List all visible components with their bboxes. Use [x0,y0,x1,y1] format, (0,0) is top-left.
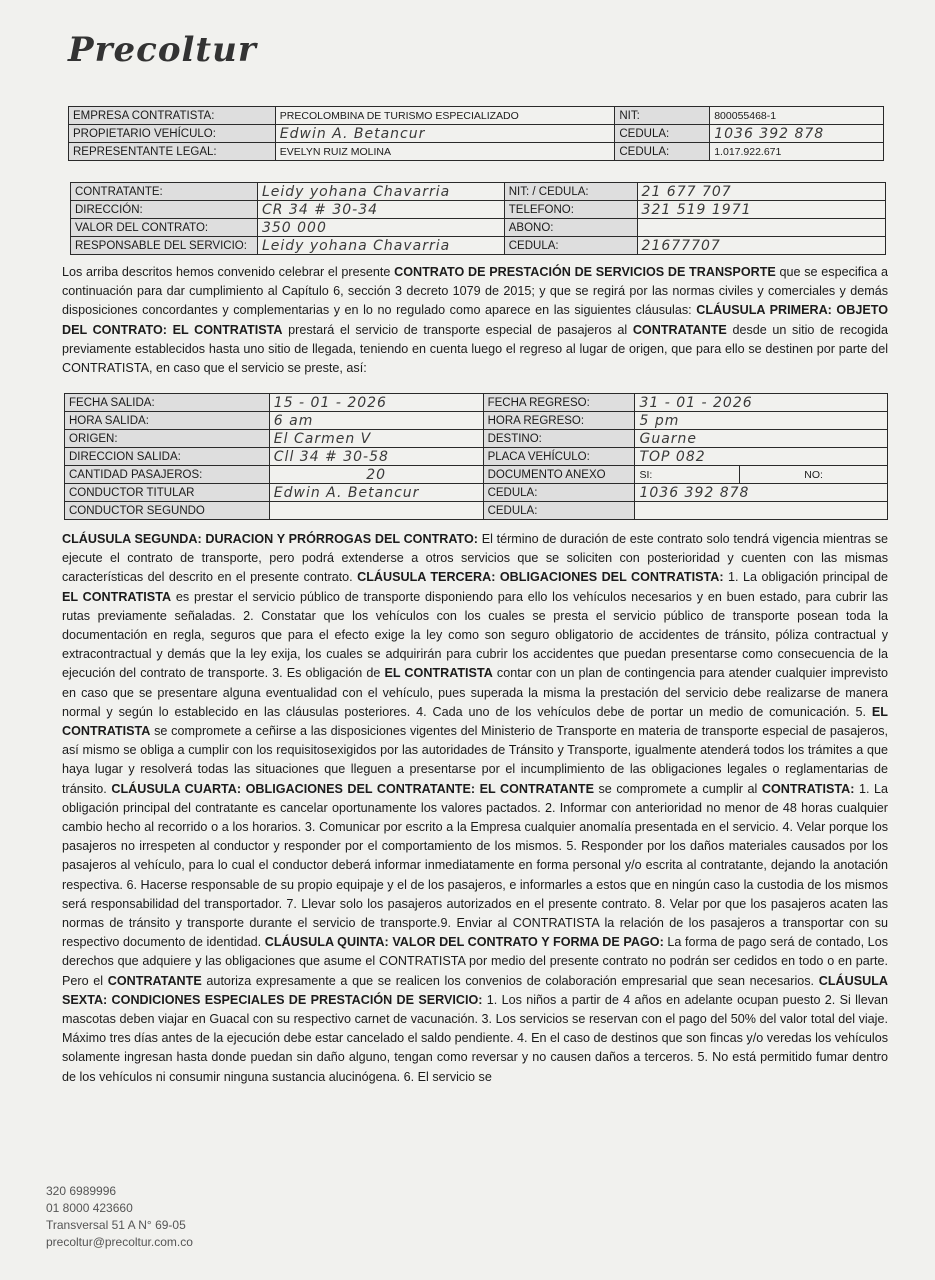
departure-time-value: 6 am [269,412,483,430]
responsible-id-value: 21677707 [637,237,885,255]
address-value: CR 34 # 30-34 [257,201,504,219]
main-driver-id-value: 1036 392 878 [635,484,888,502]
legal-rep-value: EVELYN RUIZ MOLINA [275,143,615,161]
table-row [69,143,884,161]
owner-id-label: CEDULA: [615,125,710,143]
departure-address-label: DIRECCION SALIDA: [65,448,270,466]
table-row [71,237,886,255]
legal-rep-id-label: CEDULA: [615,143,710,161]
clauses-paragraph: CLÁUSULA SEGUNDA: DURACION Y PRÓRROGAS DEL CONTRATO: El término de duración de este contrato solo tendrá vigencia mientras se ejecute el contrato de transporte, pero podrá extenderse a otros servicios que se soliciten con posterioridad y cuenten con las mismas características del descrito en el presente contrato. CLÁUSULA TERCERA: OBLIGACIONES DEL CONTRATISTA: 1. La obligación principal de EL CONTRATISTA es prestar el servicio público de transporte disponiendo para ello los vehículos necesarios y en buen estado, para cubrir las rutas previamente señaladas. 2. Constatar que los vehículos con los cuales se presta el servicio público de transporte posean toda la documentación en regla, seguros que para el efecto exige la ley como son seguro obligatorio de accidentes de tránsito, póliza contractual y extracontractual y demás que la ley exija, los cuales se adquirirán para cubrir los accidentes que puedan presentarse como consecuencia de la ejecución del contrato de transporte. 3. Es obligación de EL CONTRATISTA contar con un plan de contingencia para atender cualquier imprevisto en caso que se presentare alguna eventualidad con el vehículo, pues superada la misma la prestación del servicio debe realizarse de manera normal y según lo establecido en las cláusulas posteriores. 4. Cada uno de los vehículos debe de portar un medio de comunicación. 5. EL CONTRATISTA se compromete a ceñirse a las disposiciones vigentes del Ministerio de Transporte en materia de transporte especial de pasajeros, así mismo se obliga a cumplir con los requisitosexigidos por las autoridades de Tránsito y Transporte, igualmente atenderá todos los trámites a que haya lugar y resolverá todas las situaciones que lleguen a presentarse por el incumplimiento de las obligaciones legales o reglamentarias de tránsito. CLÁUSULA CUARTA: OBLIGACIONES DEL CONTRATANTE: EL CONTRATANTE se compromete a cumplir al CONTRATISTA: 1. La obligación principal del contratante es cancelar oportunamente los valores pactados. 2. Informar con anterioridad no menor de 48 horas cualquier cambio hecho al recorrido o a los horarios. 3. Comunicar por escrito a la Empresa cualquier anomalía presentada en el servicio. 4. Velar porque los pasajeros no irrespeten al conductor y responder por el comportamiento de los mismos. 5. Responder por los daños materiales causados por los pasajeros al vehículo, para lo cual el conductor deberá informar inmediatamente en forma personal y/o escrita al contratante, dejando la anotación respectiva. 6. Hacerse responsable de su propio equipaje y el de los pasajeros, e informarles a estos que en ningún caso la custodia de los mismos será responsabilidad del transportador. 7. Llevar solo los pasajeros autorizados en el presente contrato. 8. Velar por que los pasajeros acaten las normas de tránsito y transporte durante el servicio de transporte.9. Enviar al CONTRATISTA la relación de los pasajeros a transportar con su respectivo documento de identidad. CLÁUSULA QUINTA: VALOR DEL CONTRATO Y FORMA DE PAGO: La forma de pago será de contado, Los derechos que adquiere y las obligaciones que asume el CONTRATISTA por medio del presente contrato no podrán ser cedidos en todo o en parte. Pero el CONTRATANTE autoriza expresamente a que se realicen los convenios de colaboración empresarial que sean necesarios. CLÁUSULA SEXTA: CONDICIONES ESPECIALES DE PRESTACIÓN DE SERVICIO: 1. Los niños a partir de 4 años en adelante ocupan puesto 2. Si llevan mascotas deben viajar en Guacal con su respectivo carnet de vacunación. 3. Los servicios se reservan con el pago del 50% del valor total del viaje. Máximo tres días antes de la ejecución debe estar cancelado el saldo pendiente. 4. En el caso de destinos que son fincas y/o veredas los vehículos solamente ingresan hasta donde puedan sin daño alguno, tengan como reversar y no causen daños a terceros. 5. No está permitido fumar dentro de los vehículos ni consumir ninguna sustancia alucinógena. 6. El servicio se [62,532,889,1084]
legal-rep-id-value: 1.017.922.671 [710,143,884,161]
company-table [68,106,884,161]
main-driver-label: CONDUCTOR TITULAR [65,484,270,502]
table-row [65,430,888,448]
service-responsible-value: Leidy yohana Chavarria [257,237,504,255]
main-driver-id-label: CEDULA: [483,484,635,502]
owner-label: PROPIETARIO VEHÍCULO: [69,125,276,143]
footer-address: Transversal 51 A N° 69-05 [46,1218,186,1232]
client-label: CONTRATANTE: [71,183,258,201]
phone-label: TELEFONO: [504,201,637,219]
phone-value: 321 519 1971 [637,201,885,219]
table-row [65,412,888,430]
address-label: DIRECCIÓN: [71,201,258,219]
table-row [65,502,888,520]
table-row [65,448,888,466]
destination-value: Guarne [635,430,888,448]
return-time-label: HORA REGRESO: [483,412,635,430]
responsible-id-label: CEDULA: [504,237,637,255]
attached-no: NO: [740,466,888,484]
client-value: Leidy yohana Chavarria [257,183,504,201]
owner-value: Edwin A. Betancur [275,125,615,143]
departure-date-value: 15 - 01 - 2026 [269,394,483,412]
departure-date-label: FECHA SALIDA: [65,394,270,412]
destination-label: DESTINO: [483,430,635,448]
trip-table [64,393,888,520]
client-table [70,182,886,255]
company-value: PRECOLOMBINA DE TURISMO ESPECIALIZADO [275,107,615,125]
footer-phone: 320 6989996 [46,1184,117,1198]
deposit-label: ABONO: [504,219,637,237]
return-date-value: 31 - 01 - 2026 [635,394,888,412]
table-row [69,107,884,125]
return-time-value: 5 pm [635,412,888,430]
departure-time-label: HORA SALIDA: [65,412,270,430]
nit-label: NIT: [615,107,710,125]
contract-value-label: VALOR DEL CONTRATO: [71,219,258,237]
owner-id-value: 1036 392 878 [710,125,884,143]
return-date-label: FECHA REGRESO: [483,394,635,412]
table-row [65,466,888,484]
footer-contact [46,1183,193,1251]
attached-yes: SI: [635,466,740,484]
vehicle-plate-value: TOP 082 [635,448,888,466]
company-logo: Precoltur [68,30,257,70]
intro-paragraph: Los arriba descritos hemos convenido celebrar el presente CONTRATO DE PRESTACIÓN DE SERVICIOS DE TRANSPORTE que se especifica a continuación para dar cumplimiento al Capítulo 6, sección 3 decreto 1079 de 2015; y que se regirá por las normas civiles y comerciales y demás disposiciones concordantes y complementarias y en lo no regulado como aparece en las siguientes cláusulas: CLÁUSULA PRIMERA: OBJETO DEL CONTRATO: EL CONTRATISTA prestará el servicio de transporte especial de pasajeros al CONTRATANTE desde un sitio de recogida previamente establecidos hasta uno sitio de llegada, teniendo en cuenta luego el regreso al lugar de origen, que para ello se destinen por parte del CONTRATISTA, en caso que el servicio se preste, así: [62,265,889,376]
company-label: EMPRESA CONTRATISTA: [69,107,276,125]
departure-address-value: Cll 34 # 30-58 [269,448,483,466]
vehicle-plate-label: PLACA VEHÍCULO: [483,448,635,466]
table-row [65,484,888,502]
table-row [69,125,884,143]
deposit-value [637,219,885,237]
nit-value: 800055468-1 [710,107,884,125]
table-row [71,183,886,201]
second-driver-id-value [635,502,888,520]
footer-toll-free: 01 8000 423660 [46,1201,133,1215]
second-driver-label: CONDUCTOR SEGUNDO [65,502,270,520]
legal-rep-label: REPRESENTANTE LEGAL: [69,143,276,161]
client-id-value: 21 677 707 [637,183,885,201]
origin-label: ORIGEN: [65,430,270,448]
footer-email: precoltur@precoltur.com.co [46,1235,193,1249]
table-row [65,394,888,412]
table-row [71,201,886,219]
table-row [71,219,886,237]
client-id-label: NIT: / CEDULA: [504,183,637,201]
service-responsible-label: RESPONSABLE DEL SERVICIO: [71,237,258,255]
attached-document-label: DOCUMENTO ANEXO [483,466,635,484]
second-driver-id-label: CEDULA: [483,502,635,520]
contract-value: 350 000 [257,219,504,237]
second-driver-value [269,502,483,520]
passenger-count-label: CANTIDAD PASAJEROS: [65,466,270,484]
main-driver-value: Edwin A. Betancur [269,484,483,502]
passenger-count-value: 20 [269,466,483,484]
origin-value: El Carmen V [269,430,483,448]
